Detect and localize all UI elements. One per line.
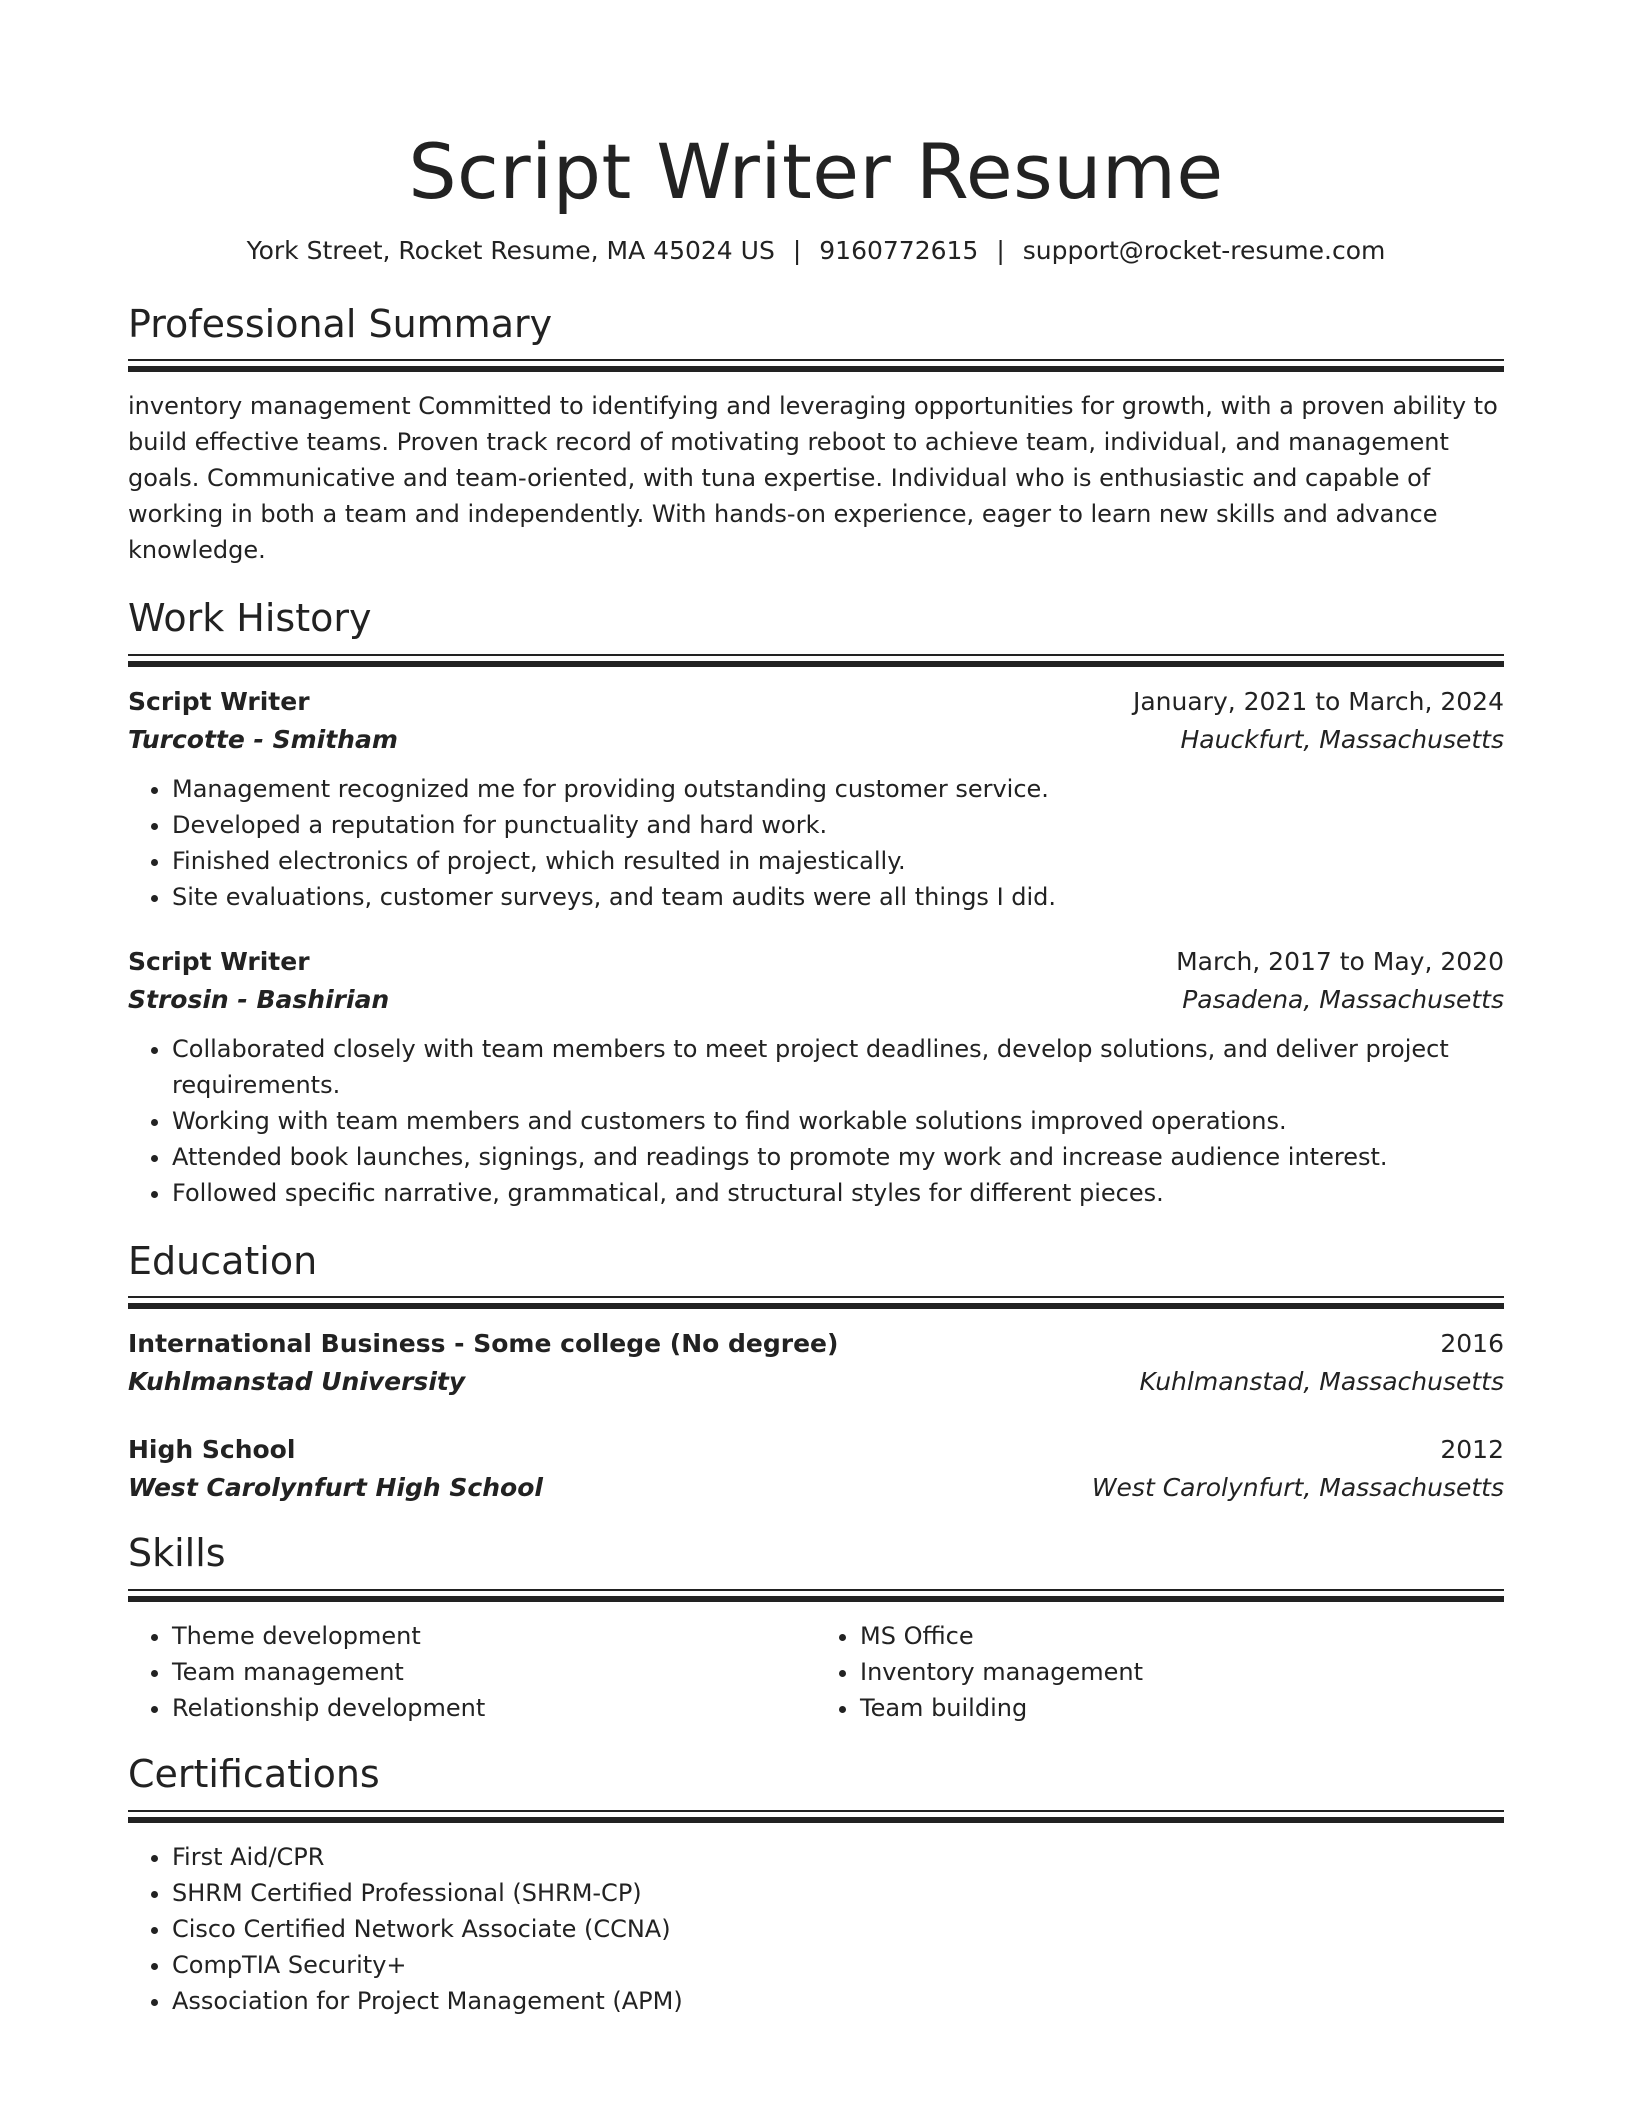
contact-address: York Street, Rocket Resume, MA 45024 US — [246, 236, 775, 266]
education-degree: High School — [128, 1435, 296, 1465]
job-bullet: • Collaborated closely with team members to meet project deadlines, develop solutions, and deliver project requirements. — [172, 1031, 1504, 1103]
job-dates: January, 2021 to March, 2024 — [1132, 686, 1504, 716]
section-divider — [128, 654, 1504, 667]
job-location: Pasadena, Massachusetts — [1182, 984, 1504, 1014]
skills-columns — [128, 1618, 1504, 1726]
job-company: Strosin - Bashirian — [128, 984, 390, 1014]
skill-item: • Team building — [860, 1690, 1504, 1726]
skills-list-right — [816, 1618, 1504, 1726]
job-bullet: • Site evaluations, customer surveys, and team audits were all things I did. — [172, 879, 1504, 915]
contact-email: support@rocket-resume.com — [1022, 236, 1386, 266]
certifications-list — [128, 1839, 1504, 2019]
job-bullet: • Management recognized me for providing outstanding customer service. — [172, 771, 1504, 807]
job-bullets — [128, 771, 1504, 915]
job-company-row — [128, 721, 1504, 759]
skills-list-left — [128, 1618, 816, 1726]
education-degree: International Business - Some college (No degree) — [128, 1329, 839, 1359]
certification-item: • SHRM Certified Professional (SHRM-CP) — [172, 1875, 1504, 1911]
skills-section — [128, 1531, 1504, 1726]
section-title-education: Education — [128, 1238, 318, 1283]
education-header-row — [128, 1325, 1504, 1363]
education-school: West Carolynfurt High School — [128, 1473, 543, 1503]
certification-item: • CompTIA Security+ — [172, 1947, 1504, 1983]
job-role: Script Writer — [128, 686, 310, 716]
resume-title: Script Writer Resume — [408, 127, 1224, 216]
job-location: Hauckfurt, Massachusetts — [1180, 724, 1504, 754]
education-entry — [128, 1325, 1504, 1401]
contact-separator: | — [792, 236, 802, 266]
education-header-row — [128, 1431, 1504, 1469]
skill-item: • MS Office — [860, 1618, 1504, 1654]
job-bullet: • Followed specific narrative, grammatical, and structural styles for different pieces. — [172, 1175, 1504, 1211]
summary-text: inventory management Committed to identifying and leveraging opportunities for growth, with a proven ability to build effective teams. Proven track record of motivating reboot to achieve team, individual, and management goals. Communicative and team-oriented, with tuna expertise. Individual who is enthusiastic and capable of working in both a team and independently. With hands-on experience, eager to learn new skills and advance knowledge. — [128, 392, 1498, 565]
contact-phone: 9160772615 — [819, 236, 979, 266]
section-divider — [128, 1589, 1504, 1602]
job-bullet: • Finished electronics of project, which resulted in majestically. — [172, 843, 1504, 879]
education-school: Kuhlmanstad University — [128, 1367, 466, 1397]
job-company: Turcotte - Smitham — [128, 724, 398, 754]
contact-line — [128, 235, 1504, 268]
section-divider — [128, 1810, 1504, 1823]
job-bullet: • Developed a reputation for punctuality and hard work. — [172, 807, 1504, 843]
education-entry — [128, 1431, 1504, 1507]
section-title-work-history: Work History — [128, 596, 372, 641]
section-title-summary: Professional Summary — [128, 301, 553, 346]
job-company-row — [128, 981, 1504, 1019]
job-entry — [128, 943, 1504, 1211]
certifications-section — [128, 1752, 1504, 2019]
job-header-row — [128, 943, 1504, 981]
section-divider — [128, 1296, 1504, 1309]
education-year: 2012 — [1440, 1435, 1504, 1465]
summary-section — [128, 302, 1504, 569]
education-year: 2016 — [1440, 1329, 1504, 1359]
certification-item: • Cisco Certified Network Associate (CCNA) — [172, 1911, 1504, 1947]
certification-item: • First Aid/CPR — [172, 1839, 1504, 1875]
certification-item: • Association for Project Management (APM) — [172, 1983, 1504, 2019]
education-section — [128, 1239, 1504, 1508]
skill-item: • Inventory management — [860, 1654, 1504, 1690]
job-header-row — [128, 683, 1504, 721]
job-bullet: • Attended book launches, signings, and readings to promote my work and increase audience interest. — [172, 1139, 1504, 1175]
section-title-skills: Skills — [128, 1531, 226, 1576]
education-school-row — [128, 1469, 1504, 1507]
skill-item: • Relationship development — [172, 1690, 816, 1726]
work-history-section — [128, 596, 1504, 1211]
skill-item: • Team management — [172, 1654, 816, 1690]
education-location: West Carolynfurt, Massachusetts — [1091, 1473, 1504, 1503]
education-school-row — [128, 1363, 1504, 1401]
section-divider — [128, 359, 1504, 372]
skill-item: • Theme development — [172, 1618, 816, 1654]
section-title-certifications: Certifications — [128, 1752, 380, 1797]
education-location: Kuhlmanstad, Massachusetts — [1139, 1367, 1504, 1397]
job-bullet: • Working with team members and customers to find workable solutions improved operations. — [172, 1103, 1504, 1139]
job-bullets — [128, 1031, 1504, 1211]
job-entry — [128, 683, 1504, 915]
job-dates: March, 2017 to May, 2020 — [1176, 946, 1504, 976]
contact-separator: | — [996, 236, 1005, 266]
job-role: Script Writer — [128, 946, 310, 976]
